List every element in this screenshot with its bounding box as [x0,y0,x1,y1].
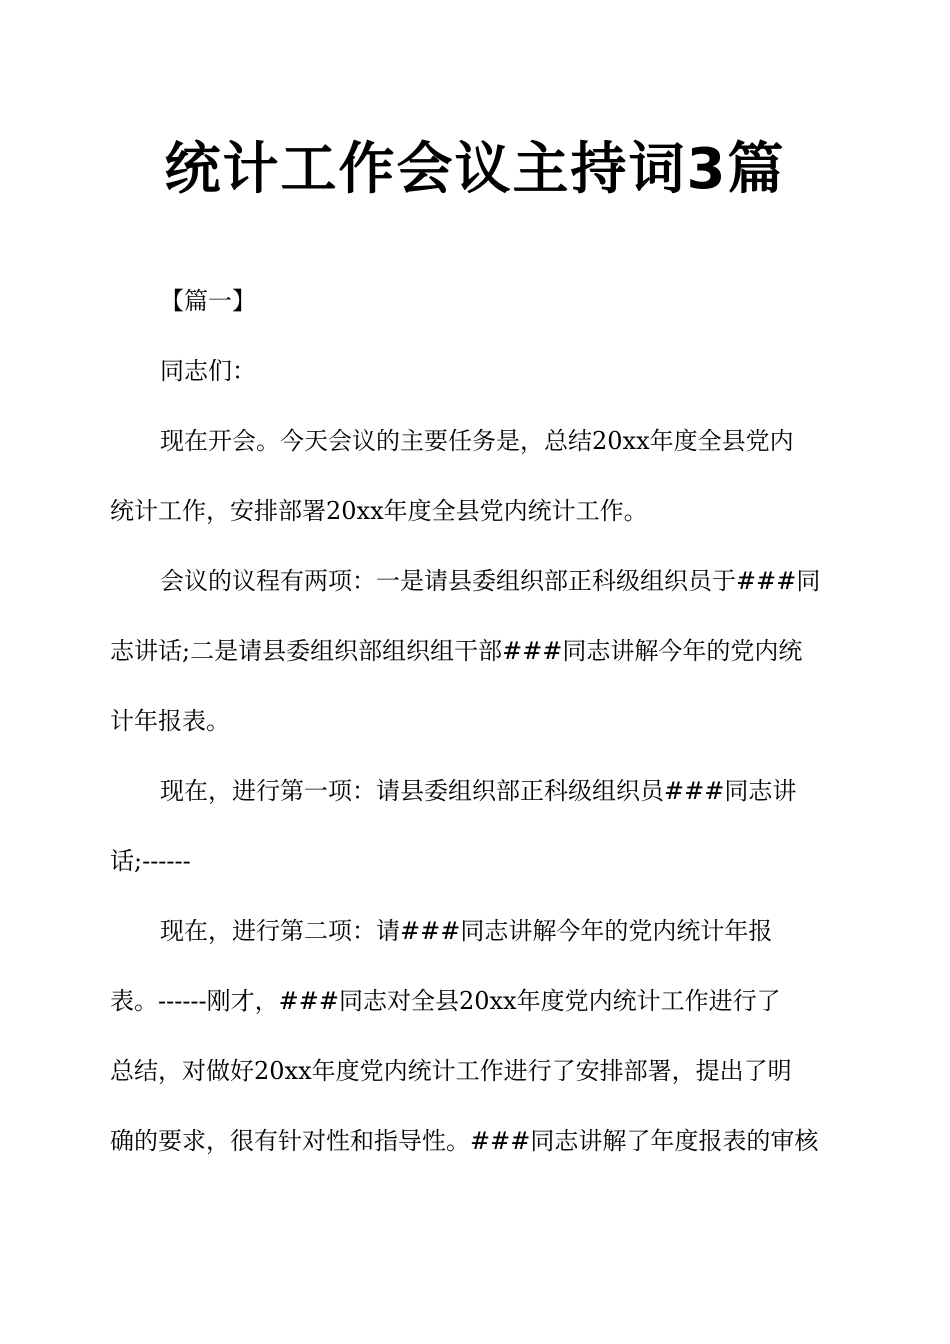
salutation: 同志们： [160,357,256,385]
paragraph-line: 现在开会。今天会议的主要任务是，总结20xx年度全县党内 [160,427,794,455]
paragraph-line: 计年报表。 [110,707,230,735]
paragraph-line: 现在，进行第二项：请###同志讲解今年的党内统计年报 [160,917,773,945]
paragraph-line: 统计工作，安排部署20xx年度全县党内统计工作。 [110,497,648,525]
paragraph-line: 会议的议程有两项：一是请县委组织部正科级组织员于###同 [160,567,821,595]
document-title: 统计工作会议主持词3篇 [164,137,786,202]
document-body [110,266,840,1176]
paragraph-line: 确的要求，很有针对性和指导性。###同志讲解了年度报表的审核 [110,1127,819,1155]
paragraph-line: 话;------ [110,847,191,875]
paragraph-line: 现在，进行第一项：请县委组织部正科级组织员###同志讲 [160,777,797,805]
paragraph-line: 表。------刚才，###同志对全县20xx年度党内统计工作进行了 [110,987,781,1015]
section-heading: 【篇一】 [160,287,256,315]
paragraph-line: 总结，对做好20xx年度党内统计工作进行了安排部署，提出了明 [110,1057,792,1085]
paragraph-line: 志讲话;二是请县委组织部组织组干部###同志讲解今年的党内统 [110,637,803,665]
